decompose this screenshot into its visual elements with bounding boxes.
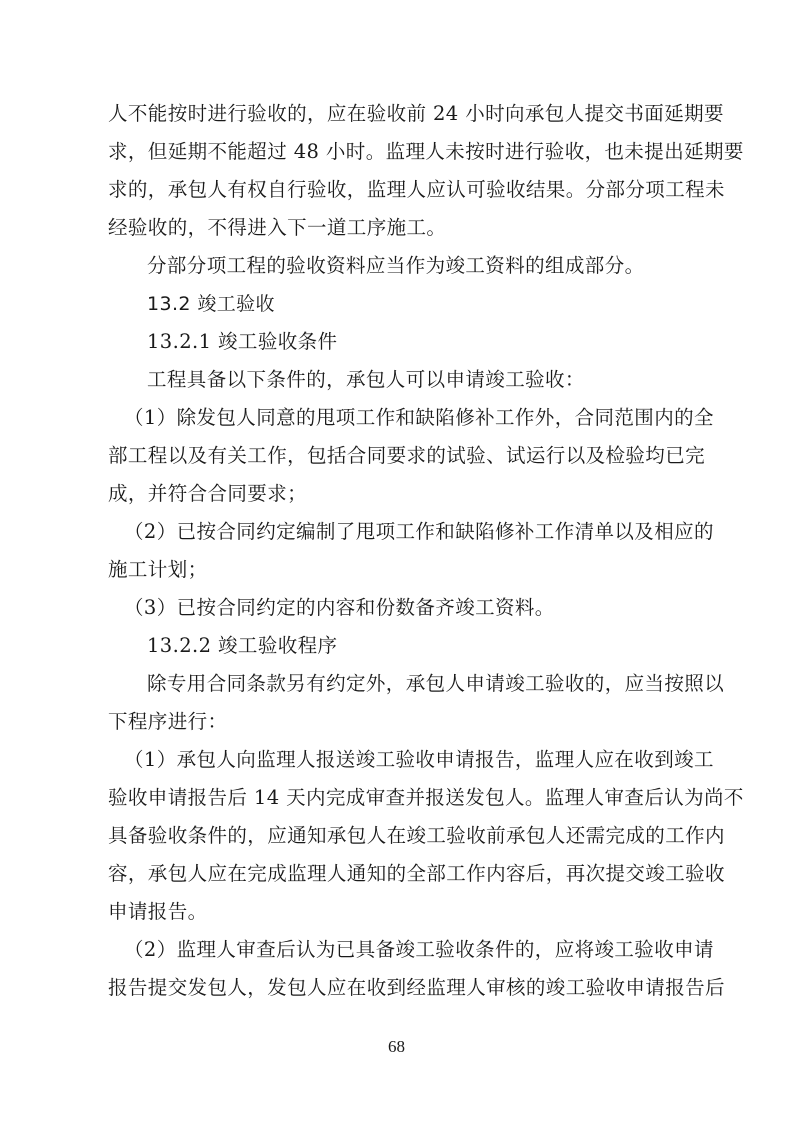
- text-line: 求的，承包人有权自行验收，监理人应认可验收结果。分部分项工程未: [108, 178, 725, 201]
- text-line: 成，并符合合同要求；: [108, 482, 308, 505]
- list-item-line: （1）除发包人同意的甩项工作和缺陷修补工作外，合同范围内的全: [124, 406, 714, 429]
- text-line: 容，承包人应在完成监理人通知的全部工作内容后，再次提交竣工验收: [108, 862, 725, 885]
- subsection-heading: 13.2.1 竣工验收条件: [147, 330, 338, 353]
- text-line: 施工计划；: [108, 558, 208, 581]
- text-line: 部工程以及有关工作，包括合同要求的试验、试运行以及检验均已完: [108, 444, 706, 467]
- page-number: 68: [388, 1037, 405, 1056]
- list-item-line: （2）已按合同约定编制了甩项工作和缺陷修补工作清单以及相应的: [124, 520, 714, 543]
- text-line: 工程具备以下条件的，承包人可以申请竣工验收：: [147, 368, 585, 391]
- text-line: 经验收的，不得进入下一道工序施工。: [108, 216, 447, 239]
- text-line: 具备验收条件的，应通知承包人在竣工验收前承包人还需完成的工作内: [108, 824, 725, 847]
- text-line: 下程序进行：: [108, 710, 228, 733]
- text-line: 除专用合同条款另有约定外，承包人申请竣工验收的，应当按照以: [147, 672, 725, 695]
- text-line: 报告提交发包人，发包人应在收到经监理人审核的竣工验收申请报告后: [108, 976, 725, 999]
- text-line: 分部分项工程的验收资料应当作为竣工资料的组成部分。: [147, 254, 645, 277]
- list-item-line: （1）承包人向监理人报送竣工验收申请报告，监理人应在收到竣工: [124, 748, 714, 771]
- list-item-line: （3）已按合同约定的内容和份数备齐竣工资料。: [124, 596, 555, 619]
- text-line: 求，但延期不能超过 48 小时。监理人未按时进行验收，也未提出延期要: [108, 140, 744, 163]
- text-line: 申请报告。: [108, 900, 208, 923]
- section-heading: 13.2 竣工验收: [147, 293, 275, 315]
- text-line: 验收申请报告后 14 天内完成审查并报送发包人。监理人审查后认为尚不: [108, 786, 744, 809]
- list-item-line: （2）监理人审查后认为已具备竣工验收条件的，应将竣工验收申请: [124, 938, 714, 961]
- text-line: 人不能按时进行验收的，应在验收前 24 小时向承包人提交书面延期要: [108, 102, 724, 125]
- subsection-heading: 13.2.2 竣工验收程序: [147, 634, 338, 657]
